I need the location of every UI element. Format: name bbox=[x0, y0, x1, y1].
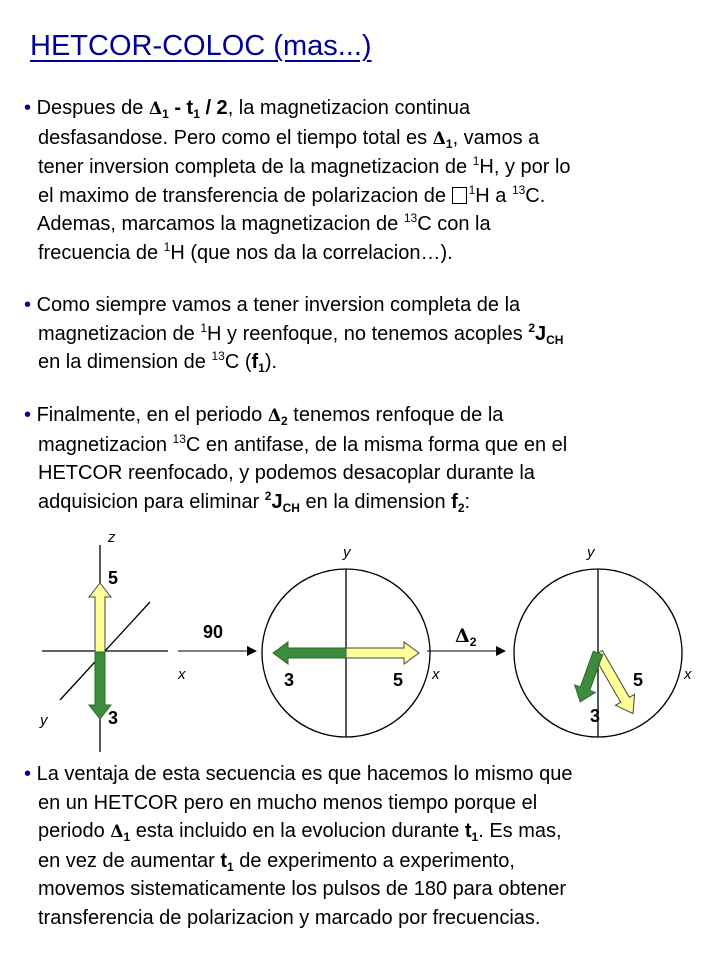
bullet-icon: • bbox=[24, 294, 32, 316]
bullet-icon: • bbox=[24, 763, 32, 785]
delay-label: $\Delta_2$ bbox=[455, 625, 477, 649]
page-title: HETCOR-COLOC (mas...) bbox=[30, 30, 372, 62]
axis-y-label: y bbox=[587, 544, 595, 561]
pulse-label: 90 bbox=[203, 622, 224, 642]
paragraph-4: • La ventaja de esta secuencia es que hacemos lo mismo que en un HETCOR pero en mucho menos tiempo porque el periodo $\Delta_1$ esta incluido en la evolucion durante $t_1$. Es mas, en vez de aumentar $t_1$ de experimento a experimento, movemos sistematicamente los pulsos de 180 para obtener transferencia de polarizacion y marcado por frecuencias. bbox=[24, 763, 573, 929]
axis-y-label: y bbox=[343, 544, 351, 561]
label-3: 3 bbox=[590, 706, 601, 726]
label-5: 5 bbox=[108, 568, 119, 588]
bullet-icon: • bbox=[24, 97, 32, 119]
label-5: 5 bbox=[633, 670, 644, 690]
bullet-icon: • bbox=[24, 404, 32, 426]
axis-x-label: x bbox=[178, 666, 186, 683]
axis-y-label: y bbox=[40, 712, 48, 729]
paragraph-3: • Finalmente, en el periodo $\Delta_2$ tenemos renfoque de la magnetizacion $^{13}$C en antifase, de la misma forma que en el HETCOR reenfocado, y podemos desacoplar durante la adquisicion para eliminar $^2J_{CH}$ en la dimension $f_2$: bbox=[24, 404, 568, 515]
axis-z-label: z bbox=[108, 529, 116, 546]
label-3: 3 bbox=[284, 670, 295, 690]
paragraph-2: • Como siempre vamos a tener inversion completa de la magnetizacion de $^1$H y reenfoque, no tenemos acoples $^2J_{CH}$ en la dimension de $^{13}$C $(f_1)$. bbox=[24, 294, 564, 375]
label-3: 3 bbox=[108, 708, 119, 728]
yellow-vector-up bbox=[89, 583, 111, 654]
paragraph-1: • Despues de $\Delta_1 - t_1 / 2$, la magnetizacion continua desfasandose. Pero como el tiempo total es $\Delta_1$, vamos a tener inversion completa de la magnetizacion de $^1$H, y por lo el maximo de transferencia de polarizacion de $^1$H a $^{13}$C. Ademas, marcamos la magnetizacion de $^{13}$C con la frecuencia de $^1$H (que nos da la correlacion…). bbox=[24, 97, 571, 264]
label-5: 5 bbox=[393, 670, 404, 690]
axis-x-label: x bbox=[432, 666, 440, 683]
magnetization-vector-diagram bbox=[0, 520, 720, 760]
missing-glyph-box bbox=[452, 187, 467, 204]
axis-x-label: x bbox=[684, 666, 692, 683]
